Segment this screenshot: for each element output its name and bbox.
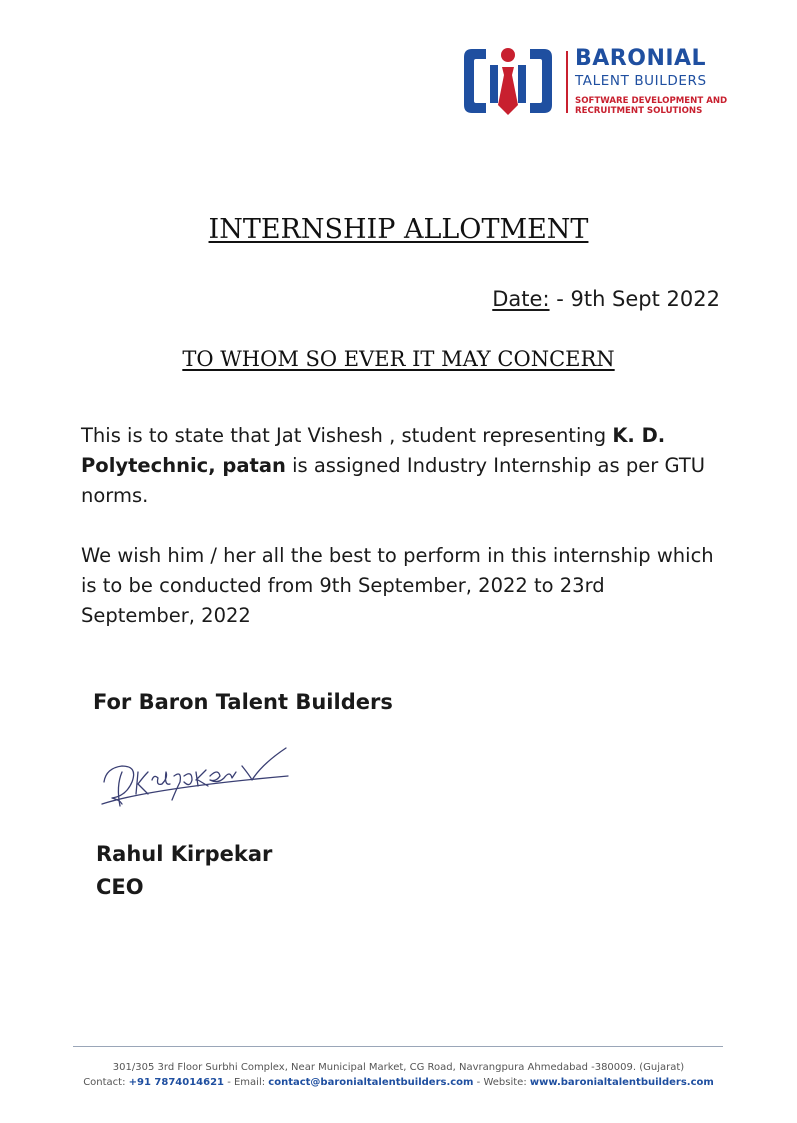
document-title: INTERNSHIP ALLOTMENT xyxy=(208,214,589,245)
handwritten-signature xyxy=(92,742,292,814)
para1-text-before: This is to state that Jat Vishesh , student representing xyxy=(81,424,613,447)
email-label: - Email: xyxy=(224,1077,269,1088)
contact-phone: +91 7874014621 xyxy=(128,1077,225,1088)
for-company-line: For Baron Talent Builders xyxy=(93,690,393,714)
contact-label: Contact: xyxy=(83,1077,129,1088)
para1-text-after: is assigned Industry Internship as per GTU norms. xyxy=(81,454,706,507)
baronial-logo-icon xyxy=(462,45,554,117)
signatory-name: Rahul Kirpekar xyxy=(96,842,273,866)
website-link[interactable]: www.baronialtalentbuilders.com xyxy=(529,1077,714,1088)
body-paragraph-2: We wish him / her all the best to perform in this internship which is to be conducted from 9th September, 2022 to 23rd September, 2022 xyxy=(81,544,714,627)
company-logo xyxy=(462,45,752,117)
date-value: - 9th Sept 2022 xyxy=(549,287,720,311)
salutation: TO WHOM SO EVER IT MAY CONCERN xyxy=(182,347,615,371)
body-paragraph-1 xyxy=(81,421,721,511)
brand-tagline xyxy=(575,96,727,116)
document-date xyxy=(492,287,720,311)
logo-divider xyxy=(566,51,568,113)
date-label: Date: xyxy=(492,287,550,311)
brand-name: BARONIAL xyxy=(575,46,707,71)
footer-address: 301/305 3rd Floor Surbhi Complex, Near Municipal Market, CG Road, Navrangpura Ahmedabad -380009. (Gujarat) xyxy=(112,1062,685,1073)
institution-name: K. D. Polytechnic, patan xyxy=(81,424,666,477)
contact-email-link[interactable]: contact@baronialtalentbuilders.com xyxy=(268,1077,474,1088)
signatory-role: CEO xyxy=(96,875,144,899)
brand-subtitle: TALENT BUILDERS xyxy=(575,73,707,89)
brand-tagline-line-1: SOFTWARE DEVELOPMENT AND xyxy=(575,96,728,106)
footer-divider xyxy=(73,1046,723,1047)
footer-contact xyxy=(0,1077,797,1088)
brand-tagline-line-2: RECRUITMENT SOLUTIONS xyxy=(575,106,703,116)
website-label: - Website: xyxy=(473,1077,530,1088)
